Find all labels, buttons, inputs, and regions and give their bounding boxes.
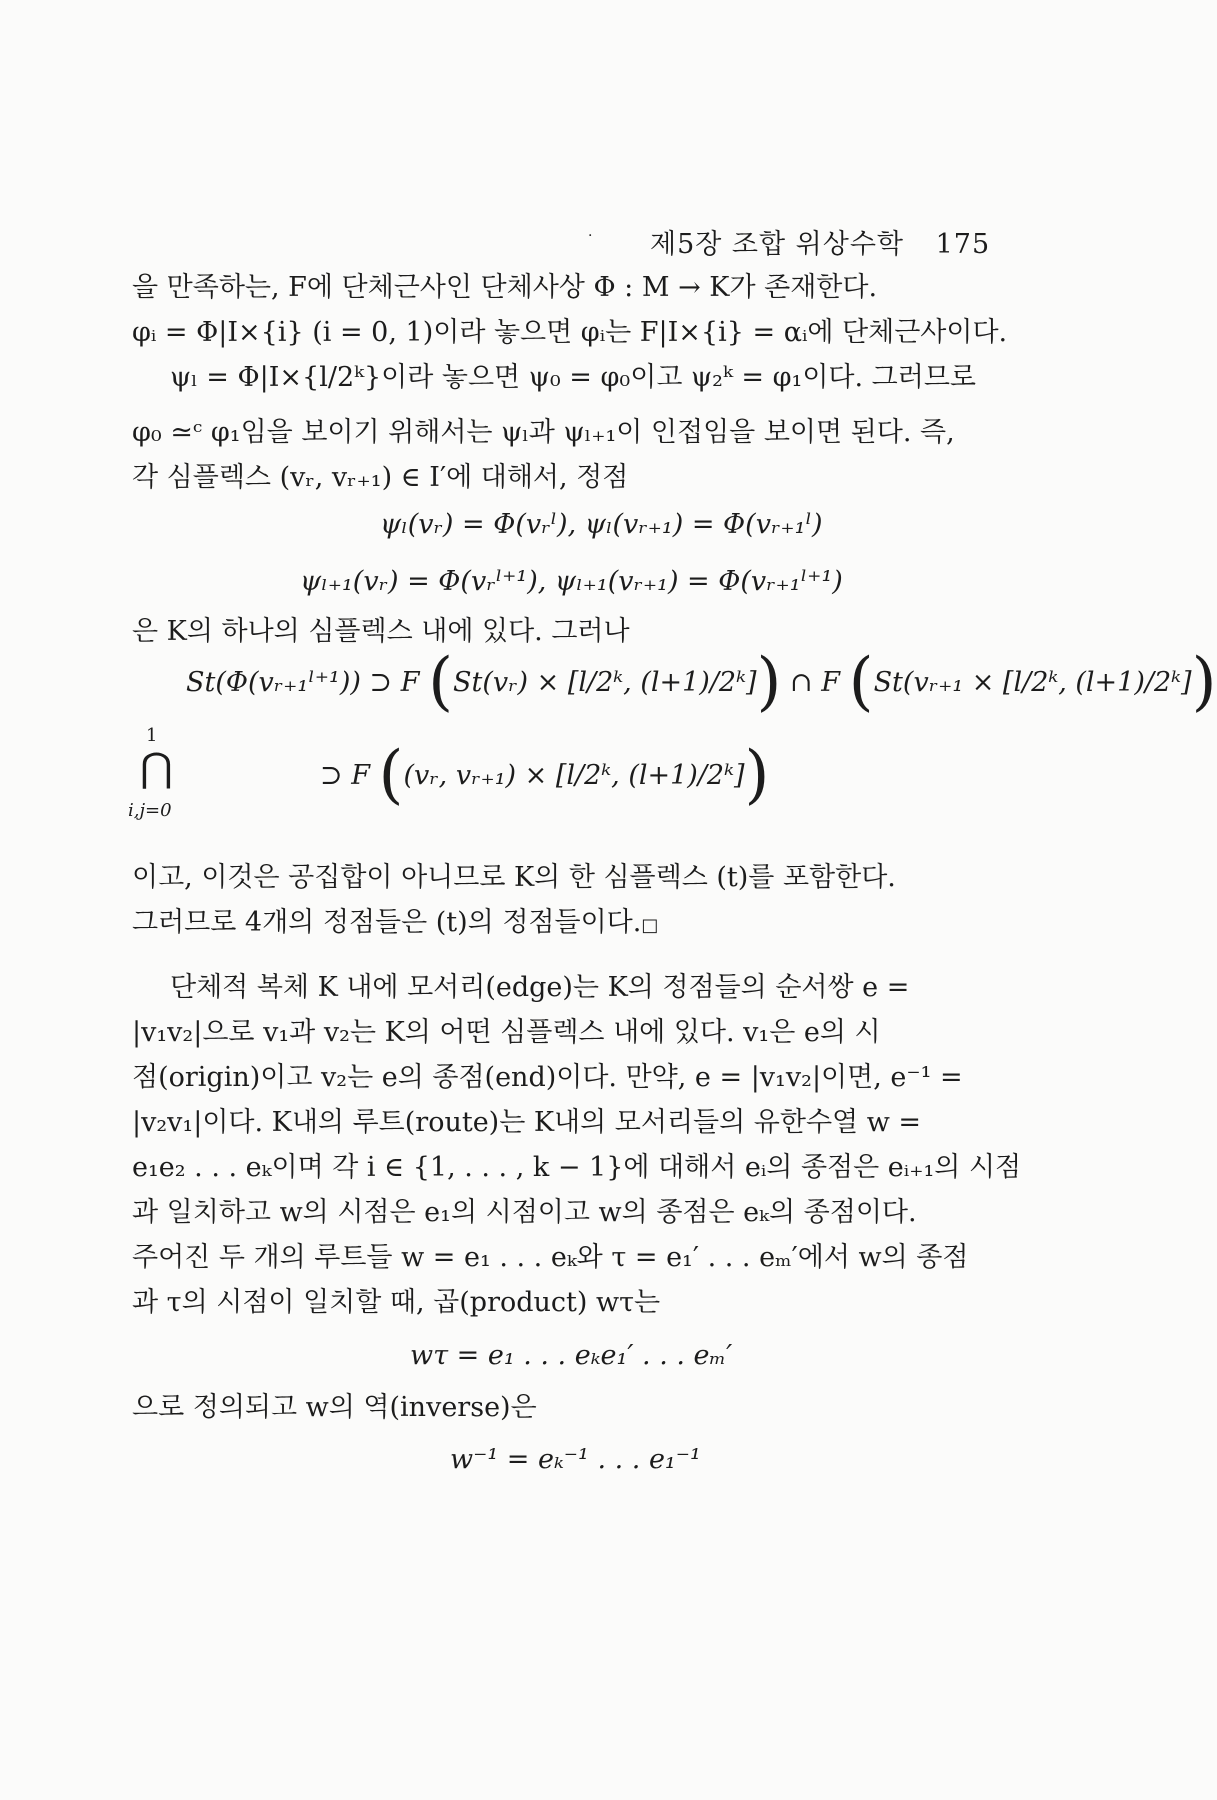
eq3-cap: ∩ F (790, 667, 840, 698)
qed-symbol: □ (641, 915, 659, 936)
text-line: 과 일치하고 w의 시점은 e₁의 시점이고 w의 종점은 eₖ의 종점이다. (132, 1197, 917, 1228)
left-paren: ( (428, 645, 454, 719)
inclusion-equation (186, 645, 1217, 719)
eq3-second-factor: St(vᵣ₊₁ × [l/2ᵏ, (l+1)/2ᵏ] (873, 667, 1192, 698)
right-paren: ) (744, 738, 770, 812)
equation-product: wτ = e₁ . . . eₖe₁′ . . . eₘ′ (410, 1340, 733, 1371)
text-line: 을 만족하는, F에 단체근사인 단체사상 Φ : M → K가 존재한다. (132, 272, 878, 303)
text-line: 단체적 복체 K 내에 모서리(edge)는 K의 정점들의 순서쌍 e = (170, 972, 910, 1003)
eq3-left: St(Φ(vᵣ₊₁ˡ⁺¹)) ⊃ F (186, 667, 420, 698)
intersection-lower-limit: i,j=0 (128, 800, 172, 821)
inclusion-equation-cont (320, 738, 770, 812)
text-line: φᵢ = Φ|I×{i} (i = 0, 1)이라 놓으면 φᵢ는 F|I×{i} = αᵢ에 단체근사이다. (132, 317, 1008, 348)
text-line (132, 903, 1012, 946)
text-line: 과 τ의 시점이 일치할 때, 곱(product) wτ는 (132, 1287, 661, 1318)
page-number: 175 (935, 229, 991, 260)
equation-psi-l: ψₗ(vᵣ) = Φ(vᵣˡ), ψₗ(vᵣ₊₁) = Φ(vᵣ₊₁ˡ) (380, 509, 823, 540)
text-line: 주어진 두 개의 루트들 w = e₁ . . . eₖ와 τ = e₁′ . . . eₘ′에서 w의 종점 (132, 1242, 969, 1273)
left-paren: ( (848, 645, 874, 719)
text-line: 이고, 이것은 공집합이 아니므로 K의 한 심플렉스 (t)를 포함한다. (132, 862, 896, 893)
eq3-first-factor: St(vᵣ) × [l/2ᵏ, (l+1)/2ᵏ] (453, 667, 757, 698)
big-intersection-symbol: ⋂ (140, 745, 173, 791)
text-line: |v₂v₁|이다. K내의 루트(route)는 K내의 모서리들의 유한수열 w = (132, 1107, 922, 1138)
text-line: e₁e₂ . . . eₖ이며 각 i ∈ {1, . . . , k − 1}에 대해서 eᵢ의 종점은 eᵢ₊₁의 시점 (132, 1152, 1022, 1183)
right-paren: ) (756, 645, 782, 719)
text-line: ψₗ = Φ|I×{l/2ᵏ}이라 놓으면 ψ₀ = φ₀이고 ψ₂ᵏ = φ₁이다. 그러므로 (170, 362, 977, 393)
intersection-upper-limit: 1 (146, 725, 158, 746)
text-span: 그러므로 4개의 정점들은 (t)의 정점들이다. (132, 907, 642, 938)
eq4-body: (vᵣ, vᵣ₊₁) × [l/2ᵏ, (l+1)/2ᵏ] (403, 760, 745, 791)
right-paren: ) (1191, 645, 1217, 719)
equation-inverse: w⁻¹ = eₖ⁻¹ . . . e₁⁻¹ (450, 1444, 701, 1475)
text-line: 점(origin)이고 v₂는 e의 종점(end)이다. 만약, e = |v₁v₂|이면, e⁻¹ = (132, 1062, 963, 1093)
text-line: |v₁v₂|으로 v₁과 v₂는 K의 어떤 심플렉스 내에 있다. v₁은 e의 시 (132, 1017, 881, 1048)
equation-psi-l1: ψₗ₊₁(vᵣ) = Φ(vᵣˡ⁺¹), ψₗ₊₁(vᵣ₊₁) = Φ(vᵣ₊₁ˡ⁺¹) (300, 566, 843, 597)
running-header (650, 222, 990, 261)
left-paren: ( (378, 738, 404, 812)
text-line: 은 K의 하나의 심플렉스 내에 있다. 그러나 (132, 616, 630, 647)
text-line: φ₀ ≃ᶜ φ₁임을 보이기 위해서는 ψₗ과 ψₗ₊₁이 인접임을 보이면 된다. 즉, (132, 417, 955, 448)
chapter-title: 제5장 조합 위상수학 (650, 229, 904, 260)
text-line: 각 심플렉스 (vᵣ, vᵣ₊₁) ∈ I′에 대해서, 정점 (132, 462, 629, 493)
text-line: 으로 정의되고 w의 역(inverse)은 (132, 1392, 537, 1423)
eq4-prefix: ⊃ F (320, 760, 370, 791)
header-dot: · (588, 228, 593, 244)
